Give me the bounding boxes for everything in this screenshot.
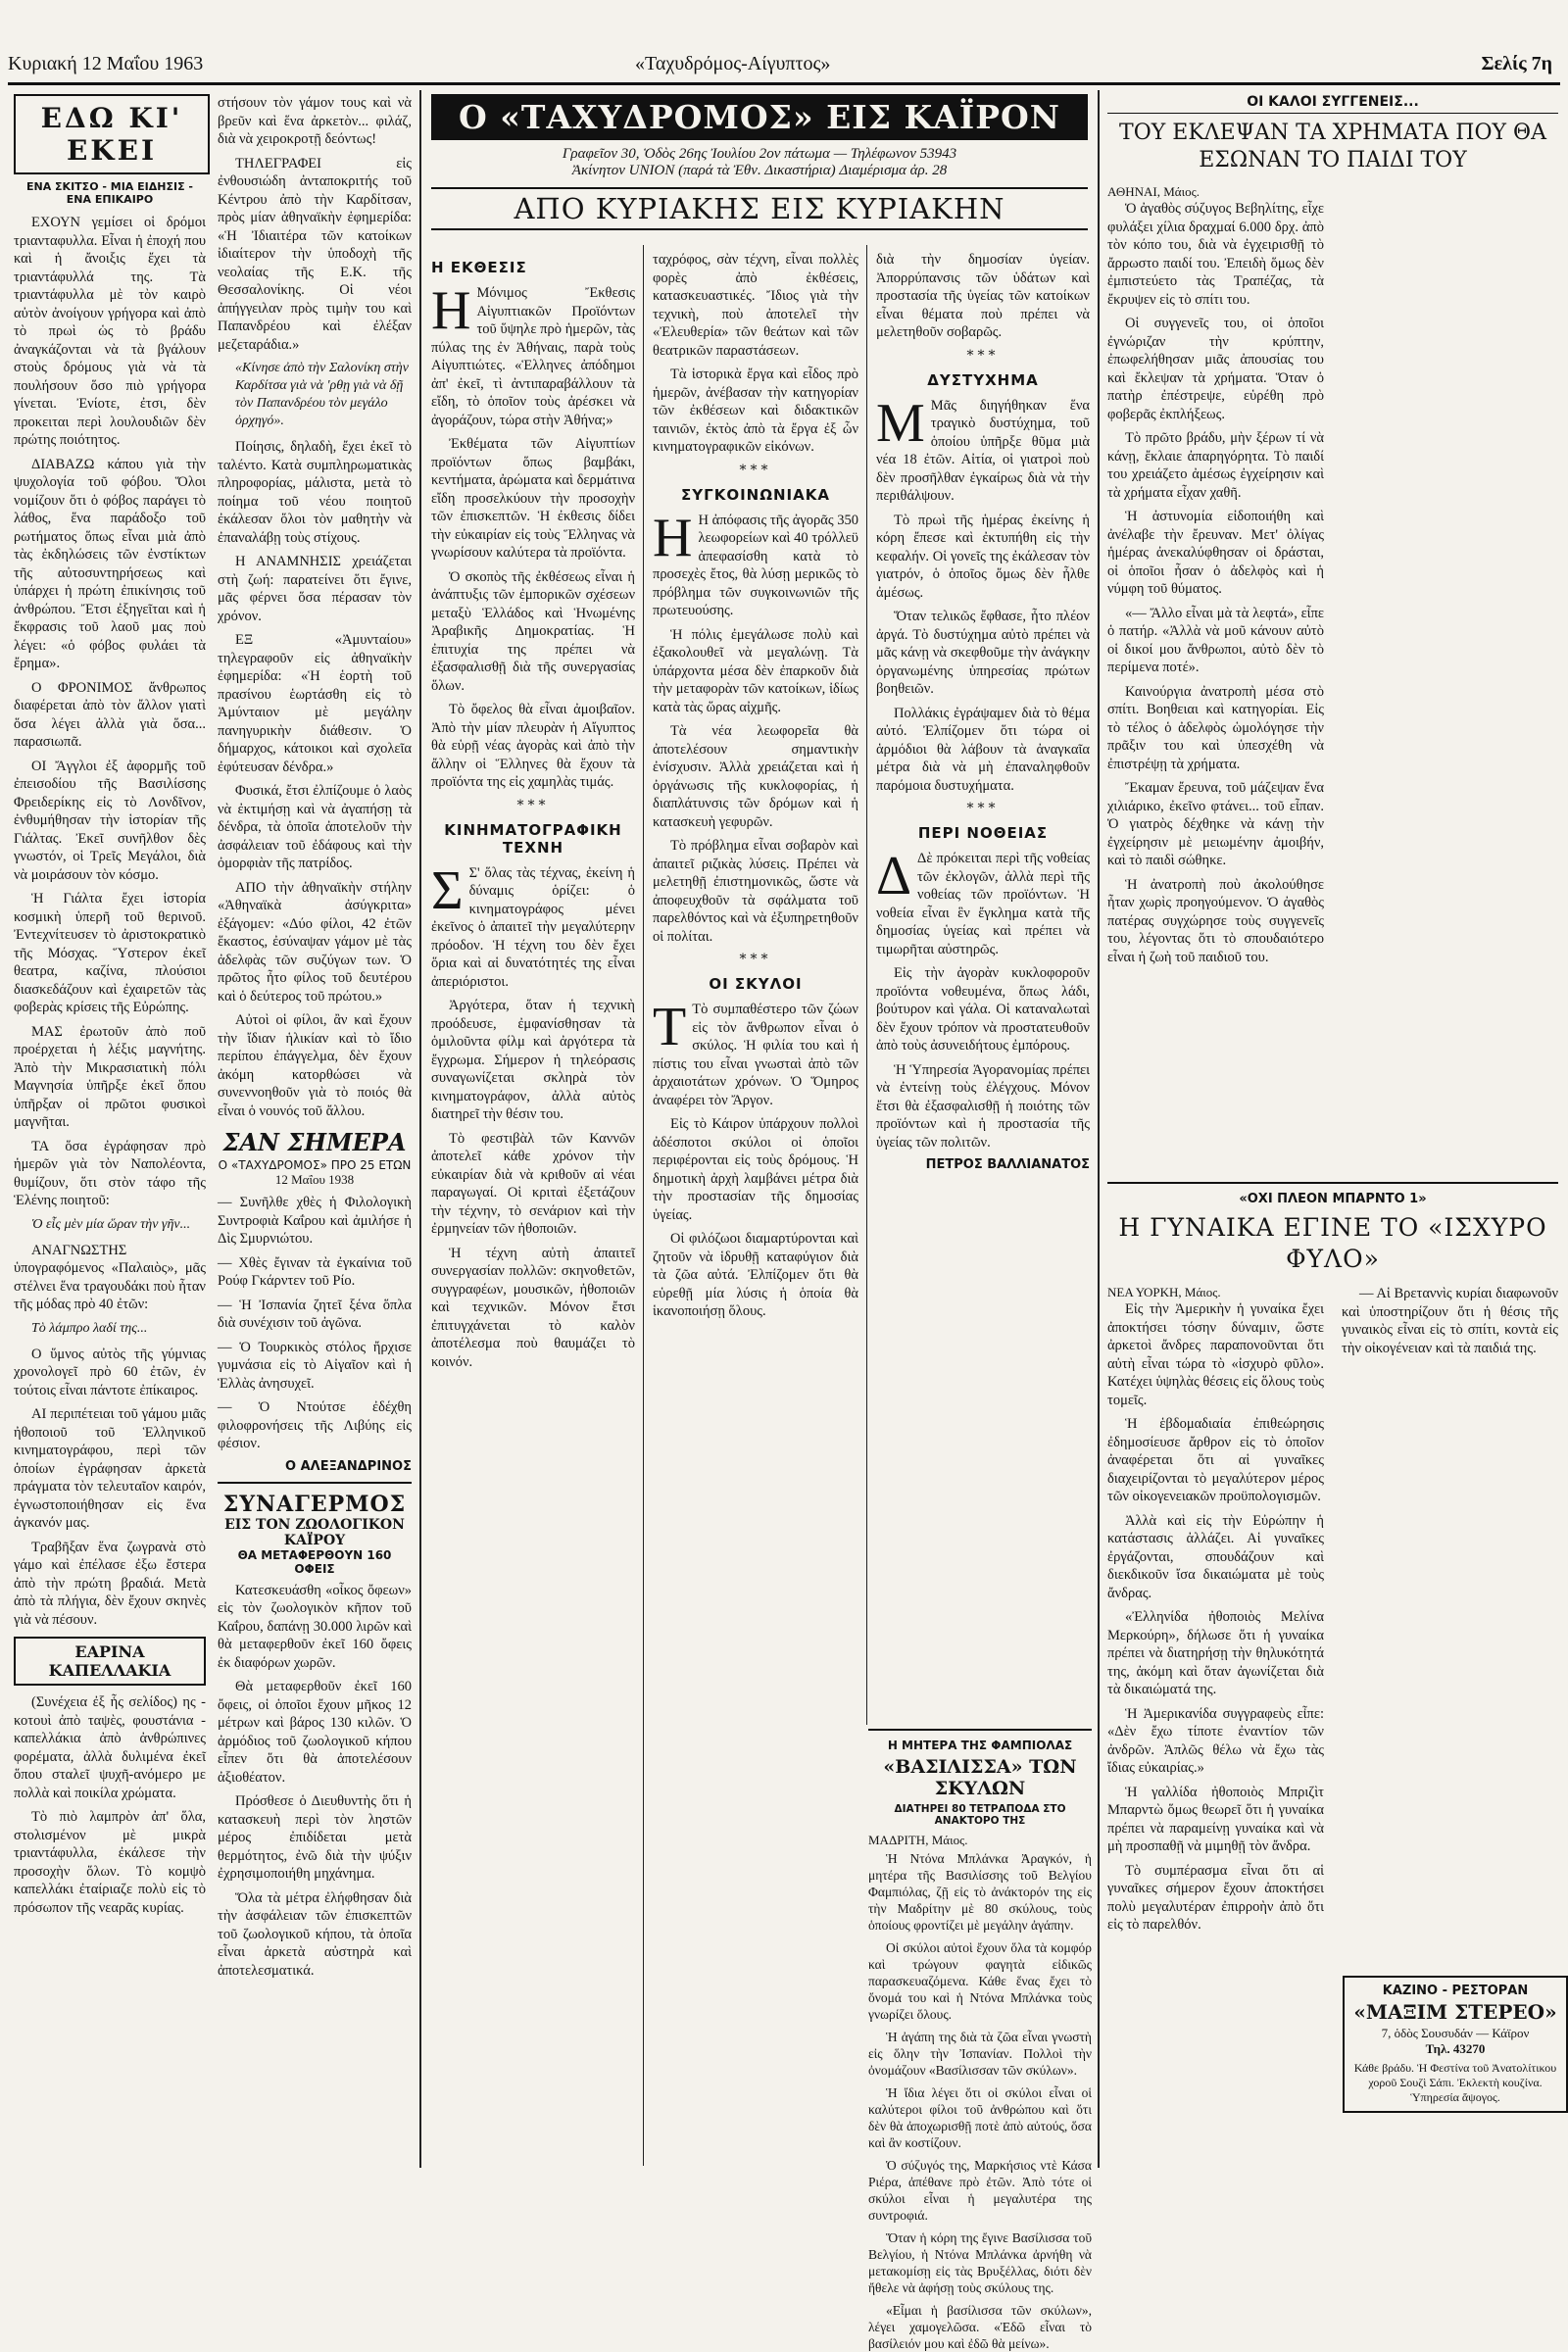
paragraph: ΕΞ «Ἀμυνταίου» τηλεγραφοῦν εἰς ἀθηναϊκὴν ἐφημερίδα: «Ἡ ἑορτὴ τοῦ πρασίνου ἑωρτάσθη εἰς τὸ Ἀμύνταιον μὲ μεγάλην πανηγυρικὴν διάθεσιν. Ὁ δήμαρχος, κάτοικοι καὶ σχολεῖα ἐφύτευσαν δένδρα.»: [218, 632, 412, 775]
paragraph: Αὐτοὶ οἱ φίλοι, ἂν καὶ ἔχουν τὴν ἴδιαν ἡλικίαν καὶ τὸ ἴδιο περίπου ἐπάγγελμα, δὲν ἔχουν ἀκόμη κατορθώσει νὰ συνεννοηθοῦν γιὰ τὸ ποιός θὰ εἶναι ὁ νουνός τοῦ ἄλλου.: [218, 1012, 412, 1119]
article-body: [1107, 184, 1558, 1174]
paragraph: Θὰ μεταφερθοῦν ἐκεῖ 160 ὄφεις, οἱ ὁποῖοι ἔχουν μῆκος 12 μέτρων καὶ βάρος 130 κιλῶν. Ὁ ἀρμόδιος τοῦ ζωολογικοῦ κήπου εἶπεν ὅτι θὰ ἀποτελέσουν ἀξιοθέατον.: [218, 1679, 412, 1786]
column-rule: [866, 245, 867, 1725]
paragraph: Σ Σ' ὅλας τὰς τέχνας, ἐκείνη ἡ δύναμις ὁρίζει: ὁ κινηματογράφος μένει ἐκεῖνος ὁ ἀπαιτεῖ τὴν μεγαλύτερην πρόοδον. Ἡ τέχνη του δὲν ἔχει ὅρια καὶ αἱ δυνατότητές της εἶναι ἀπεριόριστοι.: [431, 859, 635, 990]
article-heading: Η ΕΚΘΕΣΙΣ: [431, 259, 527, 276]
paragraph: Τὰ ἱστορικὰ ἔργα καὶ εἶδος πρὸ ἡμερῶν, ἀνέβασαν τὴν κατηγορίαν τῶν ἐκθέσεων καὶ διδακτικῶν ταινιῶν, ἐκτὸς ἀπὸ τὰ ἔργα ἐξ ὧν κινηματογραφικῶν εἰκόνων.: [653, 367, 858, 455]
paragraph: Ὁ σκοπὸς τῆς ἐκθέσεως εἶναι ἡ ἀνάπτυξις τῶν ἐμπορικῶν σχέσεων μεταξὺ Ἑλλάδος καὶ Ἡνωμένης Ἀραβικῆς Δημοκρατίας. Ἡ ἐπιτυχία της πρέπει νὰ ἐξασφαλισθῇ διὰ τῆς συνεργασίας ὅλων.: [431, 568, 635, 694]
paragraph: Φυσικά, ἔτσι ἐλπίζουμε ὁ λαὸς νὰ ἐκτιμήσῃ καὶ νὰ ἀγαπήσῃ τὰ δένδρα, τὰ ὁποῖα ἀποτελοῦν τὴν ἀσφάλειαν τοῦ ἐδάφους καὶ τὴν ὀμορφιὰν τῆς πατρίδος.: [218, 783, 412, 871]
column-notes: [218, 94, 412, 2162]
paragraph: Ἐκθέματα τῶν Αἰγυπτίων προϊόντων ὅπως βαμβάκι, κεντήματα, ἀρώματα καὶ δερμάτινα εἴδη προσελκύουν τὴν προσοχὴν τῶν ἐπισκεπτῶν. Ἡ ἐκθεσις δίδει τὴν εὐκαιρίαν εἰς τοὺς Ἕλληνας νὰ γνωρίσουν καλύτερα τὰ προϊόντα.: [431, 436, 635, 561]
subsection-title: ΕΑΡΙΝΑ ΚΑΠΕΛΛΑΚΙΑ: [14, 1637, 206, 1686]
paragraph: ΑΙ περιπέτειαι τοῦ γάμου μιᾶς ἠθοποιοῦ τοῦ Ἑλληνικοῦ κινηματογράφου, περὶ τῶν ὁποίων ἐγράφησαν ἀρκετὰ πράγματα τὸν τελευταῖον καιρόν, ἐγνωστοποιήθησαν εἰς ἕνα ἀγκανόν μας.: [14, 1406, 206, 1531]
paragraph: Ἡ Ντόνα Μπλάνκα Ἀραγκόν, ἡ μητέρα τῆς Βασιλίσσης τοῦ Βελγίου Φαμπιόλας, ζῇ εἰς τὸ ἀνάκτορόν της εἰς τὴν Μαδρίτην μὲ 80 σκύλους, τοὺς ὁποίους φροντίζει μὲ μεγάλην ἀγάπην.: [868, 1851, 1092, 1933]
paragraph: Η ΑΝΑΜΝΗΣΙΣ χρειάζεται στὴ ζωή: παρατείνει ὅτι ἔγινε, μᾶς φέρνει ὅσα πέρασαν τὸν χρόνον.: [218, 554, 412, 624]
dateline: ΝΕΑ ΥΟΡΚΗ, Μάιος.: [1107, 1285, 1221, 1299]
paragraph: Ἡ τέχνη αὐτὴ ἀπαιτεῖ συνεργασίαν πολλῶν: σκηνοθετῶν, συγγραφέων, μουσικῶν, ἠθοποιῶν καὶ τεχνικῶν. Μόνον ἔτσι ἐπιτυγχάνεται τὸ καλὸν ἀποτέλεσμα ποὺ θαυμάζει τὸ κοινόν.: [431, 1245, 635, 1370]
news-item: — Ἡ Ἰσπανία ζητεῖ ξένα ὅπλα διὰ συνέχισιν τοῦ ἀγῶνα.: [218, 1297, 412, 1331]
separator-stars: ***: [739, 952, 772, 967]
paragraph: Τὸ πρόβλημα εἶναι σοβαρὸν καὶ ἀπαιτεῖ ριζικὰς λύσεις. Πρέπει νὰ μελετηθῇ ἐπιστημονικῶς, ὥστε νὰ ἀποφευχθοῦν τὰ σφάλματα τοῦ παρελθόντος καὶ νὰ ἐξυπηρετηθοῦν οἱ πολίται.: [653, 838, 858, 945]
article-heading: ΔΥΣΤΥΧΗΜΑ: [927, 370, 1039, 389]
separator-stars: ***: [966, 801, 1000, 816]
paragraph: Τ Τὸ συμπαθέστερο τῶν ζώων εἰς τὸν ἄνθρωπον εἶναι ὁ σκύλος. Ἡ φιλία του καὶ ἡ πίστις του εἶναι γνωσταὶ ἀπὸ τῶν ἀρχαιοτάτων χρόνων. Ὁ Ὅμηρος ἀναφέρει τὸν Ἄργον.: [653, 997, 858, 1108]
byline: Ο ΑΛΕΞΑΝΔΡΙΝΟΣ: [285, 1458, 412, 1474]
paragraph: Ὁ ἀγαθὸς σύζυγος Βεβηλίτης, εἶχε φυλάξει χίλια δραχμαί 6.000 δρχ. ἀπὸ τὸν κόπο του, διὰ νὰ ἐγχειρισθῇ τὸ ἄρρωστο παιδί του. Ἐπειδὴ ὅμως δὲν ἐμπιστεύετο τὰς Τραπέζας, τὰ ἔκρυψεν εἰς τὸ σπίτι του.: [1107, 201, 1324, 308]
article-kicker: Η ΜΗΤΕΡΑ ΤΗΣ ΦΑΜΠΙΟΛΑΣ: [887, 1739, 1073, 1752]
paragraph: ΟΙ Ἄγγλοι ἐξ ἀφορμῆς τοῦ ἐπεισοδίου τῆς Βασιλίσσης Φρειδερίκης εἰς τὸ Λονδῖνον, ἐνθυμήθησαν τὴν ἱστορίαν τῆς Γιάλτας. Ἐκεῖ συνῆλθον δὲς γνωστόν, οἱ Τρεῖς Μεγάλοι, διὰ νὰ μοιράσουν τὸν κόσμο.: [14, 758, 206, 883]
paragraph: — Αἱ Βρεταννὶς κυρίαι διαφωνοῦν καὶ ὑποστηρίζουν ὅτι ἡ θέσις τῆς γυναικὸς εἶναι εἰς τὸ σπίτι, κοντὰ εἰς τὴν οἰκογένειαν καὶ τὰ παιδιά της.: [1342, 1286, 1558, 1356]
paragraph: Η Η ἀπόφασις τῆς ἀγορᾶς 350 λεωφορείων καὶ 40 τρόλλεϋ ἀπεφασίσθη κατὰ τὸ προσεχὲς ἔτος, θὰ λύσῃ μερικῶς τὸ πρόβλημα τῶν συγκοινωνιῶν τῆς πρωτευούσης.: [653, 507, 858, 618]
masthead-address: Ἀκίνητον UNION (παρά τὰ Ἐθν. Δικαστήρια) Διαμέρισμα ἀρ. 28: [571, 163, 948, 178]
paragraph: Ἡ ἀνατροπὴ ποὺ ἀκολούθησε ἦταν χωρὶς προηγούμενον. Ὁ ἀγαθὸς πατέρας συγχώρησε τοὺς συγγενεῖς του, λέγοντας ὅτι τὸ σπουδαιότερο εἶναι ἡ ζωὴ τοῦ παιδιοῦ του.: [1107, 876, 1324, 965]
paragraph: Ἀργότερα, ὅταν ἡ τεχνικὴ προόδευσε, ἐμφανίσθησαν τὰ ὁμιλοῦντα φίλμ καὶ ἀργότερα τὰ ἔγχρωμα. Σήμερον ἡ τηλεόρασις συναγωνίζεται σκληρὰ τὸν κινηματογράφον, ἀλλὰ αὐτὸς διατηρεῖ τὴν θέσιν του.: [431, 998, 635, 1122]
paragraph: Τὸ ὄφελος θὰ εἶναι ἀμοιβαῖον. Ἀπὸ τὴν μίαν πλευρὰν ἡ Αἴγυπτος θὰ εὑρῇ νέας ἀγορὰς καὶ ἀπὸ τὴν ἄλλην οἱ Ἕλληνες θὰ ἔχουν τὰ προϊόντα της εἰς χαμηλὰς τιμάς.: [431, 702, 635, 790]
dateline: ΜΑΔΡΙΤΗ, Μάιος.: [868, 1833, 968, 1847]
paragraph: Τὸ φεστιβὰλ τῶν Καννῶν ἀποτελεῖ κάθε χρόνον τὴν εὐκαιρίαν διὰ νὰ κριθοῦν αἱ νέαι παραγωγαί. Οἱ κριταὶ ἐξετάζουν τὴν τέχνην, τὸ σενάριον καὶ τὴν ἐρμηνείαν τῶν ἠθοποιῶν.: [431, 1130, 635, 1237]
paragraph: ΤΗΛΕΓΡΑΦΕΙ εἰς ἐνθουσιώδη ἀνταποκριτής τοῦ Κέντρου ἀπὸ τὴν Καρδίτσαν, πρὸς μίαν ἀθηναϊκὴν ἐφημερίδα: «Ἡ Ἰδιαιτέρα τῶν κατοίκων ἰδιαίτερον τὴν ὑποδοχὴ τῆς νεολαίας τῆς Ε.Κ. τῆς Θεσσαλονίκης. Οἱ νέοι ἀπήγγειλαν πρὸς τιμὴν του καὶ Παπανδρέου καὶ ἐλέξαν μεζεταράδια.»: [218, 155, 412, 353]
column-rule: [1098, 90, 1100, 2168]
article-kicker: ΟΙ ΚΑΛΟΙ ΣΥΓΓΕΝΕΙΣ...: [1107, 94, 1558, 114]
article-title: «ΒΑΣΙΛΙΣΣΑ» ΤΩΝ ΣΚΥΛΩΝ: [883, 1756, 1077, 1799]
paragraph: Η Μόνιμος Ἔκθεσις Αἰγυπτιακῶν Προϊόντων τοῦ ὕψηλε πρὸ ἡμερῶν, τὰς πύλας της ἐν Ἀθήναις, παρὰ τοὺς Αἰγυπτιώτες. «Ἑλληνες ἀπόδημοι ἀπ' ἐκεῖ, τὶ ἀντιπαραβάλλουν τὰ εἴδη, τὸ ὁποῖον τοὺς ἀρέσκει νὰ ἀγοράζουν, τώρα στὴν Ἀθήνα;»: [431, 280, 635, 428]
paragraph: «Εἶμαι ἡ βασίλισσα τῶν σκύλων», λέγει χαμογελῶσα. «Ἐδῶ εἶναι τὸ βασίλειόν μου καὶ ἐδῶ θὰ μείνω».: [868, 2303, 1092, 2351]
article-heading: ΟΙ ΣΚΥΛΟΙ: [709, 975, 803, 993]
paragraph: Κατεσκευάσθη «οἶκος ὄφεων» εἰς τὸν ζωολογικὸν κῆπον τοῦ Καΐρου, δαπάνῃ 30.000 λιρῶν καὶ θὰ μεταφερθοῦν ἐκεῖ 160 ὄφεις ἐκ διαφόρων χωρῶν.: [218, 1582, 412, 1671]
ad-address: 7, ὁδὸς Σουσυδάν — Κάϊρον: [1381, 2026, 1530, 2040]
paragraph: Ἡ πόλις ἐμεγάλωσε πολὺ καὶ ἐξακολουθεῖ νὰ μεγαλώνῃ. Τὰ ὑπάρχοντα μέσα δὲν ἐπαρκοῦν διὰ τὴν μεταφορὰν τῶν κατοίκων, ἰδίως κατὰ τὰς ὥρας αἰχμῆς.: [653, 626, 858, 715]
paragraph: Τὰ νέα λεωφορεῖα θὰ ἀποτελέσουν σημαντικὴν ἐνίσχυσιν. Ἀλλὰ χρειάζεται καὶ ἡ ὀργάνωσις τῆς κυκλοφορίας, ἡ διαπλάτυνσις τῶν δρόμων καὶ ἡ κατασκευὴ γεφυρῶν.: [653, 723, 858, 830]
article-kicker: «ΟΧΙ ΠΛΕΟΝ ΜΠΑΡΝΤΟ 1»: [1239, 1192, 1427, 1206]
paragraph: Ὅταν ἡ κόρη της ἔγινε Βασίλισσα τοῦ Βελγίου, ἡ Ντόνα Μπλάνκα ἀρνήθη νὰ μετακομίσῃ εἰς τὰς Βρυξέλλας, διότι δὲν ἤθελε νὰ ἀφήσῃ τοὺς σκύλους της.: [868, 2230, 1092, 2295]
paragraph: «— Ἄλλο εἶναι μὰ τὰ λεφτά», εἶπε ὁ πατήρ. «Ἀλλὰ νὰ μοῦ κάνουν αὐτὸ οἱ δικοί μου ἄνθρωποι, αὐτὸ δὲν τὸ περίμενα ποτέ».: [1107, 605, 1324, 675]
column-dystychima: [876, 251, 1090, 1721]
paragraph: Καινούργια ἀνατροπὴ μέσα στὸ σπίτι. Βοηθειαι καὶ κατηγορίαι. Εἰς τὸ τέλος ὁ ἀδελφὸς ὡμολόγησε τὴν πρᾶξιν του καὶ ὑπεσχέθη νὰ ἐπιστρέψῃ τὰ χρήματα.: [1107, 683, 1324, 772]
issue-date: Κυριακή 12 Μαΐου 1963: [8, 53, 204, 74]
column-edo-ki-ekei: [14, 94, 206, 2162]
paragraph: Πρόσθεσε ὁ Διευθυντὴς ὅτι ἡ κατασκευὴ περὶ τὸν ληστῶν μέρος ἐπιδίδεται μετὰ θερμότητος, ἐνῶ διὰ τὴν ψύξιν ἐχρησιμοποιήθη μηχάνημα.: [218, 1793, 412, 1882]
column-right: [1107, 94, 1558, 2162]
page-number: Σελίς 7η: [1481, 53, 1552, 74]
article-subtitle: ΘΑ ΜΕΤΑΦΕΡΘΟΥΝ 160 ΟΦΕΙΣ: [237, 1547, 392, 1576]
paragraph: Εἰς τὴν ἀγορὰν κυκλοφοροῦν προϊόντα νοθευμένα, ὅπως λάδι, βούτυρον καὶ γάλα. Οἱ καταναλωταὶ δὲν ἔχουν τρόπον νὰ προστατευθοῦν ἀπὸ τοὺς ἀσυνειδήτους ἐμπόρους.: [876, 965, 1090, 1054]
separator-stars: ***: [966, 347, 1000, 364]
paragraph: Ὅταν τελικῶς ἔφθασε, ἦτο πλέον ἀργά. Τὸ δυστύχημα αὐτὸ πρέπει νὰ μᾶς κάνῃ νὰ σκεφθοῦμε τὴν ἀνάγκην ὀργανωμένης ὑπηρεσίας πρώτων βοηθειῶν.: [876, 609, 1090, 697]
news-item: — Ὁ Τουρκικὸς στόλος ἤρχισε γυμνάσια εἰς τὸ Αἰγαῖον καὶ ἡ Ἑλλὰς ἀνησυχεῖ.: [218, 1339, 412, 1392]
paragraph: Οἱ φιλόζωοι διαμαρτύρονται καὶ ζητοῦν νὰ ἱδρυθῇ καταφύγιον διὰ τὰ ζῶα αὐτά. Ἐλπίζομεν ὅτι θὰ εὑρεθῇ μία λύσις ἡ ὁποία θὰ ἱκανοποιήσῃ ὅλους.: [653, 1231, 858, 1319]
paragraph: Τὸ συμπέρασμα εἶναι ὅτι αἱ γυναῖκες σήμερον ἔχουν ἀποκτήσει πολὺ μεγαλυτέραν ἐπιρροὴν ἀπὸ ὅτι εἰς τὸ παρελθόν.: [1107, 1862, 1324, 1933]
byline: ΠΕΤΡΟΣ ΒΑΛΛΙΑΝΑΤΟΣ: [925, 1157, 1090, 1172]
paragraph: ΑΠΟ τὴν ἀθηναϊκὴν στήλην «Ἀθηναϊκὰ ἀσύγκριτα» ἐξάγομεν: «Δύο φίλοι, 42 ἐτῶν ἕκαστος, ἐσύναψαν γάμον μὲ τὰς ἀδελφὰς τῶν συζύγων των. Ὁ πρῶτος ἦτο φίλος τοῦ δευτέρου καὶ ὁ δεύτερος τοῦ πρώτου.»: [218, 879, 412, 1004]
verse: Ὁ εἷς μὲν μία ὥραν τὴν γῆν...: [31, 1216, 191, 1232]
paragraph: Ο ΦΡΟΝΙΜΟΣ ἄνθρωπος διαφέρεται ἀπὸ τὸν ἄλλον γιατὶ ὅσα λέγει ἀλλὰ γιὰ ὅσα... παρασιωπᾶ.: [14, 679, 206, 750]
paragraph: Τὸ πρωὶ τῆς ἡμέρας ἐκείνης ἡ κόρη ἔπεσε καὶ ἐκτυπήθη εἰς τὴν κεφαλήν. Οἱ γονεῖς της ἐκάλεσαν τὸν γιατρόν, ὁ ὁποῖος ὅμως δὲν ἦλθε ἀμέσως.: [876, 512, 1090, 601]
paragraph: ΑΝΑΓΝΩΣΤΗΣ ὑπογραφόμενος «Παλαιὸς», μᾶς στέλνει ἕνα τραγουδάκι ποὺ ἦταν τῆς μόδας πρὸ 40 ἐτῶν:: [14, 1242, 206, 1312]
article-queen-of-dogs: [868, 1729, 1092, 2351]
paragraph: Μ Μᾶς διηγήθηκαν ἕνα τραγικὸ δυστύχημα, τοῦ ὁποίου ὑπῆρξε θῦμα μιὰ νέα 18 ἐτῶν. Αἰτία, οἱ γιατροὶ ποὺ δὲν προσῆλθαν ἐγκαίρως διὰ νὰ τὴν περιθάλψουν.: [876, 392, 1090, 504]
column-rule: [643, 245, 644, 2166]
section-subtitle: ΕΝΑ ΣΚΙΤΣΟ - ΜΙΑ ΕΙΔΗΣΙΣ - ΕΝΑ ΕΠΙΚΑΙΡΟ: [25, 180, 193, 206]
paragraph: Ἔκαμαν ἔρευνα, τοῦ μάζεψαν ἕνα χιλιάρικο, ἐκεῖνο φτάνει... τοῦ εἶπαν. Ὁ γιατρὸς δέχθηκε νὰ κάνῃ τὴν ἐγχείρησιν μὲ μειωμένην ἀμοιβήν, καὶ τὸ παιδὶ σώθηκε.: [1107, 780, 1324, 868]
masthead: [431, 94, 1088, 241]
news-item: — Χθὲς ἔγιναν τὰ ἐγκαίνια τοῦ Ρούφ Γκάρντεν τοῦ Ρίο.: [218, 1254, 412, 1289]
paragraph: Δ Δὲ πρόκειται περὶ τῆς νοθείας τῶν ἐκλογῶν, ἀλλὰ περὶ τῆς νοθείας τῶν προϊόντων. Ἡ νοθεία εἶναι ἓν ἔγκλημα κατὰ τῆς δημοσίας ὑγείας καὶ πρέπει νὰ τιμωρῆται αὐστηρῶς.: [876, 846, 1090, 957]
paragraph: Ποίησις, δηλαδὴ, ἔχει ἐκεῖ τὸ ταλέντο. Κατὰ συμπληρωματικὰς πληροφορίας, μάλιστα, μετὰ τὸ ποίημα τοῦ νέου ποιητοῦ ἐκάλεσαν ὅλοι τὸν μαθητὴν νὰ ἐπαναλάβῃ τοὺς στίχους.: [218, 439, 412, 546]
paragraph: «Ἐλληνίδα ἠθοποιὸς Μελίνα Μερκούρη», δήλωσε ὅτι ἡ γυναίκα πρέπει νὰ διατηρήσῃ τὴν θηλυκότητά της, ἀκόμη καὶ ὅταν ἀγωνίζεται διὰ τὰ δικαιώματά της.: [1107, 1609, 1324, 1697]
paragraph: (Συνέχεια ἐξ ἧς σελίδος) ης - κοτουὶ ἀπὸ ταψὲς, φουστάνια - καπελλάκια ἀπὸ ἀνθρώπινες φορέματα, ἀλλὰ δυλιμένα ἐκεῖ ὅπου σταλεῖ ψυχῆ-ανόμερο με πολλὰ καὶ ποικίλα χρώματα.: [14, 1694, 206, 1801]
paragraph: ΤΑ ὅσα ἐγράφησαν πρὸ ἡμερῶν γιὰ τὸν Ναπολέοντα, θυμίζουν, ὅτι στὸν τάφο τῆς Ἑλένης ποιητοῦ:: [14, 1138, 206, 1208]
news-item: — Ὁ Ντούτσε ἐδέχθη φιλοφρονήσεις τῆς Λιβύης εἰς φέσιον.: [218, 1399, 412, 1451]
paragraph: Ἀλλὰ καὶ εἰς τὴν Εὐρώπην ἡ κατάστασις ἀλλάζει. Αἱ γυναῖκες ἐργάζονται, σπουδάζουν καὶ διεκδικοῦν ἴσα δικαιώματα μὲ τοὺς ἄνδρας.: [1107, 1512, 1324, 1601]
verse: «Κίνησε ἀπὸ τὴν Σαλονίκη στὴν Καρδίτσα γιὰ νὰ 'ρθῃ γιὰ νὰ δῇ τὸν Παπανδρέου τὸν μεγάλο ὀρχηγό».: [235, 361, 409, 428]
paragraph: ΜΑΣ ἐρωτοῦν ἀπὸ ποῦ προέρχεται ἡ λέξις μαγνήτης. Ἀπὸ τὴν Μικρασιατικὴ πόλι Μαγνησία ὑπῆρξε ἐκεῖ ὅπου ὑπῆρξαν οἱ πρῶτοι φυσικοὶ μαγνῆται.: [14, 1023, 206, 1130]
verse: Τὸ λάμπρο λαδί της...: [31, 1320, 148, 1336]
paragraph: Ο ὕμνος αὐτὸς τῆς γύμνιας χρονολογεῖ πρὸ 60 ἐτῶν, ἐν τούτοις εἶναι πάντοτε ἐπίκαιρος.: [14, 1346, 206, 1398]
paragraph: Πολλάκις ἐγράψαμεν διὰ τὸ θέμα αὐτό. Ἐλπίζομεν ὅτι τώρα οἱ ἁρμόδιοι θὰ λάβουν τὰ ἀναγκαῖα μέτρα διὰ νὰ μὴ ἐπαναληφθοῦν παρόμοια δυστυχήματα.: [876, 705, 1090, 794]
column-ekthesis: [431, 251, 635, 2162]
paragraph: Ἡ γαλλίδα ἠθοποιὸς Μπριζὶτ Μπαρντὼ ὅμως θεωρεῖ ὅτι ἡ γυναίκα πρέπει νὰ παραμείνῃ γυναίκα καὶ νὰ μὴ προσπαθῇ νὰ μιμηθῇ τὸν ἄνδρα.: [1107, 1784, 1324, 1854]
paragraph: Ὁ σύζυγός της, Μαρκήσιος ντὲ Κάσα Ριέρα, ἀπέθανε πρὸ ἐτῶν. Ἀπὸ τότε οἱ σκύλοι εἶναι ἡ μεγαλυτέρα της συντροφιά.: [868, 2158, 1092, 2223]
ad-line: ΚΑΖΙΝΟ - ΡΕΣΤΟΡΑΝ: [1382, 1984, 1529, 1998]
news-item: — Συνῆλθε χθὲς ἡ Φιλολογικὴ Συντροφιὰ Καΐρου καὶ ἀμιλήσε ἡ Δὶς Σμυρνιώτου.: [218, 1195, 412, 1247]
separator-stars: ***: [516, 797, 550, 813]
section-subtitle: Ο «ΤΑΧΥΔΡΟΜΟΣ» ΠΡΟ 25 ΕΤΩΝ: [218, 1158, 412, 1172]
paragraph: ταχρόφος, σὰν τέχνη, εἶναι πολλὲς φορὲς ἀπὸ ἐκθέσεις, κατασκευαστικές. Ἴδιος γιὰ τὴν τεχνικὴ, ποὺ ἀποτελεῖ τὴν «Ἐλευθερία» τῶν θεάτων καὶ τῶν θεατρικῶν παραστάσεων.: [653, 252, 858, 359]
paragraph: Ἡ ἴδια λέγει ὅτι οἱ σκύλοι εἶναι οἱ καλύτεροι φίλοι τοῦ ἀνθρώπου καὶ ὅτι δὲν θὰ ἀποχωρισθῇ ποτὲ ἀπὸ αὐτούς, ὅσα καὶ ἂν κοστίζουν.: [868, 2085, 1092, 2150]
section-title: ΣΑΝ ΣΗΜΕΡΑ: [222, 1128, 407, 1156]
article-title: ΣΥΝΑΓΕΡΜΟΣ: [222, 1491, 407, 1517]
paragraph: Τὸ πρῶτο βράδυ, μὴν ξέρων τί νὰ κάνῃ, ἔκλαιε ἀπαρηγόρητα. Τὸ παιδί του χρειάζετο ἀμέσως ἐγχείρησιν καὶ τὰ χρήματα εἶχαν χαθῆ.: [1107, 430, 1324, 501]
paragraph: στήσουν τὸν γάμον τους καὶ νὰ βρεῦν καὶ ἕνα ἀρκετὸν... φιλάζ, διὰ νὰ χειροκροτῇ δεόντως!: [218, 95, 412, 147]
paragraph: Οἱ σκύλοι αὐτοὶ ἔχουν ὅλα τὰ κομφόρ καὶ τρώγουν φαγητὰ εἰδικῶς παρασκευαζόμενα. Κάθε ἕνας ἔχει τὸ ὄνομά του καὶ ἡ Ντόνα Μπλάνκα τοὺς γνωρίζει ὅλους.: [868, 1940, 1092, 2022]
article-subtitle: ΕΙΣ ΤΟΝ ΖΩΟΛΟΓΙΚΟΝ ΚΑΪΡΟΥ: [224, 1516, 405, 1548]
paragraph: Οἱ συγγενεῖς του, οἱ ὁποῖοι ἐγνώριζαν τὴν κρύπτην, ἐπωφελήθησαν μιᾶς ἀπουσίας του καὶ ἔκλεψαν τὰ χρήματα. Ὅταν ὁ πατὴρ ἐπέστρεψε, εὑρέθη πρὸ φοβερᾶς ἐκπλήξεως.: [1107, 316, 1324, 422]
article-body: [1107, 1285, 1558, 1951]
paper-name: «Ταχυδρόμος-Αίγυπτος»: [635, 53, 831, 74]
article-title: ΤΟΥ ΕΚΛΕΨΑΝ ΤΑ ΧΡΗΜΑΤΑ ΠΟΥ ΘΑ ΕΣΩΝΑΝ ΤΟ ΠΑΙΔΙ ΤΟΥ: [1119, 121, 1546, 172]
paragraph: Εἰς τὸ Κάιρον ὑπάρχουν πολλοὶ ἀδέσποτοι σκύλοι οἱ ὁποῖοι περιφέρονται εἰς τοὺς δρόμους. Ἡ δημοτικὴ ἀρχὴ λαμβάνει μέτρα διὰ τὴν προστασίαν τῆς δημοσίας ὑγείας.: [653, 1116, 858, 1223]
advertisement: [1343, 1976, 1568, 2113]
section-date: 12 Μαΐου 1938: [274, 1172, 355, 1187]
paragraph: Ἡ ἑβδομαδιαία ἐπιθεώρησις ἐδημοσίευσε ἄρθρον εἰς τὸ ὁποῖον ἀναφέρεται ὅτι αἱ γυναῖκες διαχειρίζονται τὸ μεγαλύτερον μέρος τῶν οἰκογενειακῶν προϋπολογισμῶν.: [1107, 1416, 1324, 1504]
paragraph: ΔΙΑΒΑΖΩ κάπου γιὰ τὴν ψυχολογία τοῦ φόβου. Ὅλοι νομίζουν ὅτι ὁ φόβος παράγει τὸ λάθος, ἕνα παράδοξο τοῦ ρωτήματος ὅπως εἶναι μιὰ ἀπὸ τὰς ἐκδηλώσεις τῶν ἐνστίκτων τῆς αὐτοσυντηρήσεως καὶ ὑπάρχει ἡ πρώτη ἐπικίνησις τοῦ ἀνθρώπου. Ἔτσι ἐξηγεῖται καὶ ἡ ἔκφρασις τοῦ λαοῦ μας ποὺ λέγει: «ὁ φόβος φυλάει τὰ ἔρημα».: [14, 456, 206, 671]
running-header: [8, 47, 1560, 85]
ad-description: Κάθε βράδυ. Ἡ Φεστίνα τοῦ Ἀνατολίτικου χοροῦ Σουζὶ Σάπι. Ἐκλεκτὴ κουζίνα. Ὑπηρεσία ἄψογος.: [1353, 2061, 1557, 2104]
article-title: Η ΓΥΝΑΙΚΑ ΕΓΙΝΕ ΤΟ «ΙΣΧΥΡΟ ΦΥΛΟ»: [1118, 1213, 1547, 1273]
paragraph: Εἰς τὴν Ἀμερικὴν ἡ γυναίκα ἔχει ἀποκτήσει τόσην δύναμιν, ὥστε ἀρκετοὶ ἄνδρες παραπονοῦνται ὅτι αὐτὴ εἶναι τώρα τὸ «ἰσχυρὸ φῦλο». Κατέχει ὑψηλὰς θέσεις εἰς ὅλους τοὺς τομεῖς.: [1107, 1301, 1324, 1408]
masthead-address: Γραφεῖον 30, Ὁδὸς 26ης Ἰουλίου 2ον πάτωμα — Τηλέφωνον 53943: [562, 146, 957, 162]
ad-phone: Τηλ. 43270: [1425, 2041, 1486, 2056]
article-subtitle: ΔΙΑΤΗΡΕΙ 80 ΤΕΤΡΑΠΟΔΑ ΣΤΟ ΑΝΑΚΤΟΡΟ ΤΗΣ: [894, 1803, 1066, 1827]
paragraph: Ἡ Ἀμερικανίδα συγγραφεὺς εἶπε: «Δὲν ἔχω τίποτε ἐναντίον τῶν ἀνδρῶν. Ἁπλῶς θέλω νὰ ἔχω τὰς ἴδιας εὐκαιρίας.»: [1107, 1705, 1324, 1776]
masthead-title: Ο «ΤΑΧΥΔΡΟΜΟΣ» ΕΙΣ ΚΑΪΡΟΝ: [431, 94, 1088, 140]
column-rule: [419, 90, 421, 2168]
banner-headline: ΑΠΟ ΚΥΡΙΑΚΗΣ ΕΙΣ ΚΥΡΙΑΚΗΝ: [431, 187, 1088, 230]
paragraph: Τὸ πιὸ λαμπρὸν ἀπ' ὅλα, στολισμένον μὲ μικρὰ τριαντάφυλλα, ἐκάλεσε τὴν προσοχὴν ὅλων. Τὸ κομψὸ καπελλάκι ἐταίριαζε πολὺ εἰς τὸ πρόσωπον τῆς νεαρᾶς κυρίας.: [14, 1809, 206, 1916]
paragraph: διὰ τὴν δημοσίαν ὑγείαν. Ἀπορρύπανσις τῶν ὑδάτων καὶ προστασία τῆς ὑγείας τῶν κατοίκων εἶναι θέματα ποὺ πρέπει νὰ μελετηθοῦν σοβαρῶς.: [876, 252, 1090, 340]
paragraph: ΕΧΟΥΝ γεμίσει οἱ δρόμοι τριανταφυλλα. Εἶναι ἡ ἐποχή που καὶ ἡ ἄνοιξις ἔχει τὰ τριαντάφυλλά της. Τὰ τριαντάφυλλα μὲ τὸν καιρὸ αὐτὸν ἀνοίγουν γρήγορα καὶ ἀπὸ τὸ πρωὶ ὡς τὸ βράδυ ἀναγκάζονται νὰ τὰ βγάλουν στοὺς δρόμους γιὰ νὰ τὰ πουλήσουν ὅσο πιὸ γρήγορα γίνεται. Ἐνίοτε, ἐτσι, δὲν προκειται περὶ λουλουδιῶν δὲν πρώτης ποιότητος.: [14, 215, 206, 448]
paragraph: Ἡ Γιάλτα ἔχει ἱστορία κοσμικὴ ὑπερῆ τοῦ θερινοῦ. Ἐντεχνίτευσεν τὸ ἀριστοκρατικὸ τῆς Μόσχας. Ὕστερον ἐκεῖ θεατρα, καζίνα, πλούσιοι διασκεδάζουν καὶ ἐχαιρετῶν τὰς φοβερὰς κρίσεις τῆς Εὐρώπης.: [14, 891, 206, 1015]
paragraph: Ὅλα τὰ μέτρα ἐλήφθησαν διὰ τὴν ἀσφάλειαν τῶν ἐπισκεπτῶν τοῦ ζωολογικοῦ κήπου, τὰ ὁποῖα εἶναι ἀρκετὰ αὐστηρὰ καὶ ἀποτελεσματικά.: [218, 1889, 412, 1979]
paragraph: Ἡ Ὑπηρεσία Ἀγορανομίας πρέπει νὰ ἐντείνῃ τοὺς ἐλέγχους. Μόνον ἔτσι θὰ ἐξασφαλισθῇ ἡ ποιότης τῶν προϊόντων καὶ ἡ προστασία τῆς ὑγείας τῶν πολιτῶν.: [876, 1061, 1090, 1151]
column-sygkoinoniaka: [653, 251, 858, 2162]
section-title: ΕΔΩ ΚΙ' ΕΚΕΙ: [14, 94, 210, 174]
paragraph: Ἡ ἀστυνομία εἰδοποιήθη καὶ ἀνέλαβε τὴν ἔρευναν. Μετ' ὀλίγας ἡμέρας ἀνεκαλύφθησαν οἱ δράσται, οἱ ὁποῖοι ἦσαν ὁ ἀδελφὸς καὶ ἡ νύμφη τοῦ θύματος.: [1107, 509, 1324, 597]
article-heading: ΠΕΡΙ ΝΟΘΕΙΑΣ: [917, 824, 1049, 842]
paragraph: Ἡ ἀγάπη της διὰ τὰ ζῶα εἶναι γνωστὴ εἰς ὅλην τὴν Ἰσπανίαν. Πολλοὶ τὴν ὀνομάζουν «Βασίλισσαν τῶν σκύλων».: [868, 2030, 1092, 2078]
article-heading: ΣΥΓΚΟΙΝΩΝΙΑΚΑ: [681, 485, 830, 504]
paragraph: Τραβῆξαν ἕνα ζωγρανὰ στὸ γάμο καὶ ἐπέλασε ἐξω ἔστερα ἀπὸ τὴν πρώτη βραδιά. Μετὰ ἀπὸ τὰ πλήγια, δὲν ἔχουν σκηνὲς γιὰ νὰ πέσουν.: [14, 1539, 206, 1628]
ad-name: «ΜΑΞΙΜ ΣΤΕΡΕΟ»: [1353, 2000, 1557, 2024]
article-heading: ΚΙΝΗΜΑΤΟΓΡΑΦΙΚΗ ΤΕΧΝΗ: [444, 820, 622, 857]
separator-stars: ***: [739, 462, 772, 478]
dateline: ΑΘΗΝΑΙ, Μάιος.: [1107, 184, 1200, 199]
